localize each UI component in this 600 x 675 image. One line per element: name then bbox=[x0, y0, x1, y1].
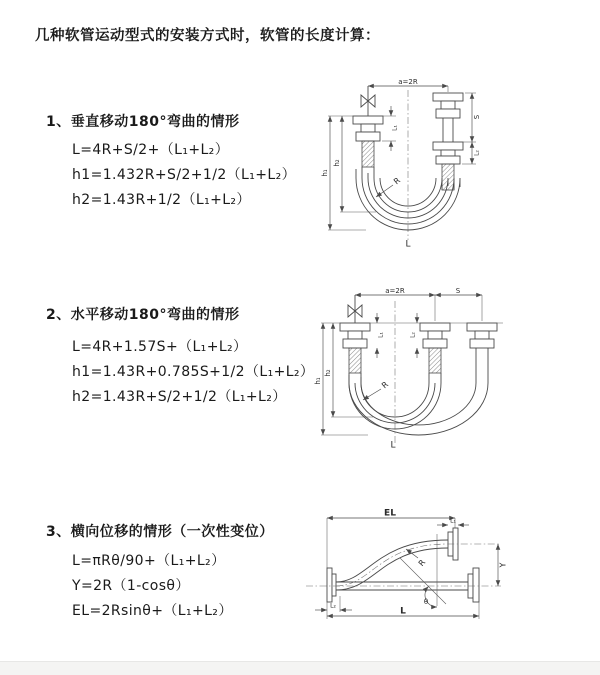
section-1-heading: 1、垂直移动180°弯曲的情形 bbox=[46, 114, 240, 130]
section-2-formula-h1: h1=1.43R+0.785S+1/2（L₁+L₂） bbox=[72, 364, 315, 380]
angle-theta bbox=[400, 534, 446, 607]
dim-l1-label: L₁ bbox=[377, 332, 385, 338]
section-3-formula-L: L=πRθ/90+（L₁+L₂） bbox=[72, 553, 226, 569]
left-flange-fitting bbox=[340, 323, 370, 348]
dim-s-l2 bbox=[462, 93, 481, 164]
section-1-formula-h1: h1=1.432R+S/2+1/2（L₁+L₂） bbox=[72, 167, 296, 183]
valve-icon bbox=[361, 86, 375, 116]
dim-el-label: EL bbox=[384, 508, 396, 519]
section-2-heading: 2、水平移动180°弯曲的情形 bbox=[46, 307, 240, 323]
dim-s-label: S bbox=[473, 114, 481, 120]
dim-l bbox=[327, 602, 479, 619]
page-bottom-edge bbox=[0, 661, 600, 675]
dim-y-label: Y bbox=[498, 562, 508, 568]
dim-l2-label: L₂ bbox=[473, 150, 481, 156]
radius-label: R bbox=[416, 557, 428, 569]
page-title: 几种软管运动型式的安装方式时，软管的长度计算： bbox=[35, 28, 380, 44]
radius-callout bbox=[363, 379, 390, 400]
radius-label: R bbox=[391, 175, 403, 187]
middle-flange-fitting bbox=[420, 323, 450, 348]
dim-l-label: L bbox=[400, 606, 406, 617]
diagram-vertical-180-bend bbox=[318, 70, 528, 255]
diagram-lateral-displacement bbox=[298, 498, 570, 650]
dim-h2-label: h₂ bbox=[333, 159, 341, 167]
dim-l-label: L bbox=[405, 239, 411, 250]
braided-hose-left bbox=[349, 348, 361, 373]
radius-label: R bbox=[379, 379, 391, 391]
angle-theta-label: θ bbox=[423, 598, 429, 606]
dim-l1 bbox=[377, 313, 385, 358]
section-1-formula-h2: h2=1.43R+1/2（L₁+L₂） bbox=[72, 192, 251, 208]
dim-h1-label: h₁ bbox=[321, 169, 329, 177]
hose-curves bbox=[349, 348, 488, 435]
dim-l1-label: L₁ bbox=[391, 125, 399, 131]
dim-l1-label: L₁ bbox=[450, 517, 456, 525]
valve-icon bbox=[348, 295, 362, 323]
dim-a2r-label: a=2R bbox=[385, 287, 405, 295]
left-flange-fitting bbox=[353, 116, 383, 141]
dim-l1 bbox=[437, 518, 469, 526]
dim-a2r-s bbox=[355, 287, 482, 321]
dim-el bbox=[327, 509, 455, 569]
section-1-formula-L: L=4R+S/2+（L₁+L₂） bbox=[72, 142, 230, 158]
diagram-horizontal-180-bend bbox=[313, 283, 568, 465]
dim-l2 bbox=[410, 313, 418, 358]
right-flange-fitting bbox=[433, 93, 463, 164]
section-2-formula-h2: h2=1.43R+S/2+1/2（L₁+L₂） bbox=[72, 389, 287, 405]
dim-l-label: L bbox=[390, 440, 396, 451]
dim-y bbox=[498, 544, 508, 586]
dim-s-label: S bbox=[455, 287, 461, 295]
dim-a2r-label: a=2R bbox=[398, 78, 418, 86]
section-3-heading: 3、横向位移的情形（一次性变位） bbox=[46, 524, 274, 540]
braided-hose-right bbox=[442, 164, 454, 190]
left-flange bbox=[327, 568, 336, 602]
section-3-formula-EL: EL=2Rsinθ+（L₁+L₂） bbox=[72, 603, 233, 619]
dim-l2 bbox=[315, 596, 352, 612]
bottom-right-flange bbox=[468, 568, 479, 602]
dim-h1-label: h₁ bbox=[314, 377, 322, 385]
section-2-formula-L: L=4R+1.57S+（L₁+L₂） bbox=[72, 339, 248, 355]
section-3-formula-Y: Y=2R（1-cosθ） bbox=[72, 578, 190, 594]
dim-a2r bbox=[368, 78, 448, 92]
braided-hose-middle bbox=[429, 348, 441, 373]
dim-l2-label: L₂ bbox=[409, 332, 417, 338]
braided-hose-left bbox=[362, 141, 374, 167]
right-flange-fitting bbox=[467, 323, 497, 348]
dim-l2-label: L₂ bbox=[330, 602, 336, 610]
dim-h2-label: h₂ bbox=[324, 369, 332, 377]
